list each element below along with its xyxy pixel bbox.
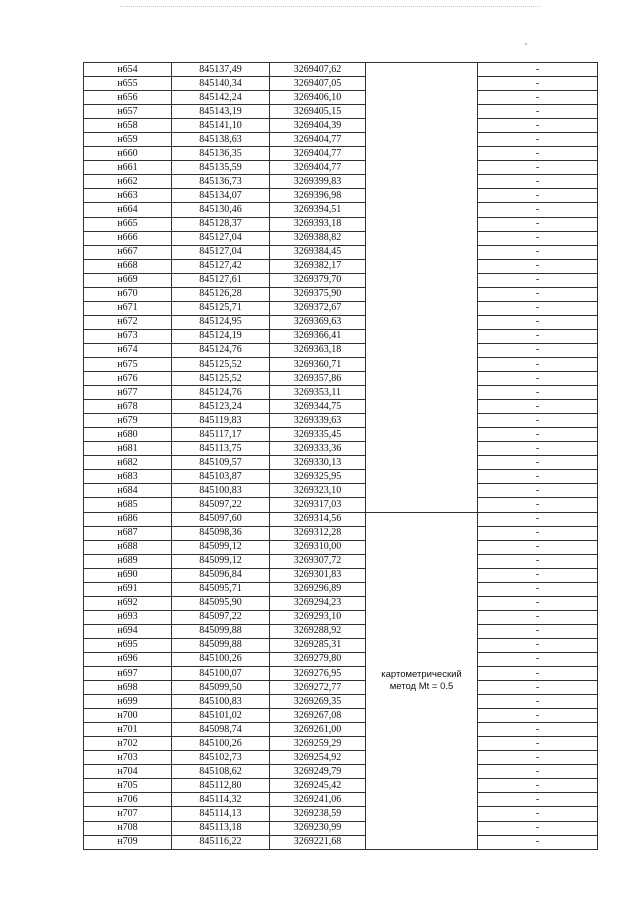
y-coordinate-cell: 3269310,00: [270, 540, 366, 554]
y-coordinate-cell: 3269241,06: [270, 793, 366, 807]
y-coordinate-cell: 3269357,86: [270, 372, 366, 386]
point-number-cell: н685: [84, 498, 172, 512]
deviation-cell: -: [478, 386, 598, 400]
y-coordinate-cell: 3269301,83: [270, 568, 366, 582]
point-number-cell: н680: [84, 428, 172, 442]
table-row: [84, 400, 598, 414]
x-coordinate-cell: 845102,73: [172, 751, 270, 765]
deviation-cell: -: [478, 315, 598, 329]
deviation-cell: -: [478, 189, 598, 203]
y-coordinate-cell: 3269330,13: [270, 456, 366, 470]
x-coordinate-cell: 845100,07: [172, 667, 270, 681]
table-row: [84, 203, 598, 217]
table-row: [84, 245, 598, 259]
table-row: [84, 329, 598, 343]
x-coordinate-cell: 845123,24: [172, 400, 270, 414]
coordinates-table: [83, 62, 598, 850]
point-number-cell: н666: [84, 231, 172, 245]
y-coordinate-cell: 3269404,39: [270, 119, 366, 133]
deviation-cell: -: [478, 582, 598, 596]
table-row: [84, 821, 598, 835]
point-number-cell: н683: [84, 470, 172, 484]
y-coordinate-cell: 3269325,95: [270, 470, 366, 484]
y-coordinate-cell: 3269317,03: [270, 498, 366, 512]
x-coordinate-cell: 845119,83: [172, 414, 270, 428]
y-coordinate-cell: 3269293,10: [270, 610, 366, 624]
point-number-cell: н656: [84, 91, 172, 105]
x-coordinate-cell: 845109,57: [172, 456, 270, 470]
point-number-cell: н698: [84, 681, 172, 695]
method-text: картометрический метод Mt = 0.5: [381, 668, 462, 692]
table-row: [84, 638, 598, 652]
y-coordinate-cell: 3269404,77: [270, 133, 366, 147]
deviation-cell: -: [478, 709, 598, 723]
point-number-cell: н708: [84, 821, 172, 835]
x-coordinate-cell: 845124,76: [172, 343, 270, 357]
point-number-cell: н689: [84, 554, 172, 568]
y-coordinate-cell: 3269249,79: [270, 765, 366, 779]
deviation-cell: -: [478, 428, 598, 442]
x-coordinate-cell: 845143,19: [172, 105, 270, 119]
x-coordinate-cell: 845113,18: [172, 821, 270, 835]
point-number-cell: н690: [84, 568, 172, 582]
deviation-cell: -: [478, 835, 598, 849]
x-coordinate-cell: 845096,84: [172, 568, 270, 582]
x-coordinate-cell: 845130,46: [172, 203, 270, 217]
deviation-cell: -: [478, 105, 598, 119]
deviation-cell: -: [478, 231, 598, 245]
point-number-cell: н694: [84, 624, 172, 638]
table-row: [84, 470, 598, 484]
y-coordinate-cell: 3269285,31: [270, 638, 366, 652]
x-coordinate-cell: 845100,26: [172, 652, 270, 666]
y-coordinate-cell: 3269259,29: [270, 737, 366, 751]
point-number-cell: н654: [84, 63, 172, 77]
y-coordinate-cell: 3269333,36: [270, 442, 366, 456]
deviation-cell: -: [478, 217, 598, 231]
x-coordinate-cell: 845097,22: [172, 610, 270, 624]
table-row: [84, 568, 598, 582]
y-coordinate-cell: 3269404,77: [270, 147, 366, 161]
table-row: [84, 751, 598, 765]
deviation-cell: -: [478, 442, 598, 456]
table-row: [84, 526, 598, 540]
point-number-cell: н676: [84, 372, 172, 386]
x-coordinate-cell: 845095,71: [172, 582, 270, 596]
point-number-cell: н677: [84, 386, 172, 400]
table-row: [84, 765, 598, 779]
point-number-cell: н684: [84, 484, 172, 498]
x-coordinate-cell: 845140,34: [172, 77, 270, 91]
x-coordinate-cell: 845101,02: [172, 709, 270, 723]
deviation-cell: -: [478, 259, 598, 273]
x-coordinate-cell: 845138,63: [172, 133, 270, 147]
point-number-cell: н692: [84, 596, 172, 610]
x-coordinate-cell: 845100,83: [172, 695, 270, 709]
y-coordinate-cell: 3269238,59: [270, 807, 366, 821]
x-coordinate-cell: 845100,83: [172, 484, 270, 498]
table-row: [84, 723, 598, 737]
table-row: [84, 273, 598, 287]
coordinates-table-body: [84, 63, 598, 850]
deviation-cell: -: [478, 723, 598, 737]
x-coordinate-cell: 845099,88: [172, 638, 270, 652]
y-coordinate-cell: 3269396,98: [270, 189, 366, 203]
point-number-cell: н707: [84, 807, 172, 821]
y-coordinate-cell: 3269388,82: [270, 231, 366, 245]
x-coordinate-cell: 845127,04: [172, 231, 270, 245]
x-coordinate-cell: 845141,10: [172, 119, 270, 133]
y-coordinate-cell: 3269384,45: [270, 245, 366, 259]
x-coordinate-cell: 845124,95: [172, 315, 270, 329]
x-coordinate-cell: 845099,12: [172, 554, 270, 568]
y-coordinate-cell: 3269267,08: [270, 709, 366, 723]
point-number-cell: н702: [84, 737, 172, 751]
point-number-cell: н687: [84, 526, 172, 540]
deviation-cell: -: [478, 624, 598, 638]
point-number-cell: н706: [84, 793, 172, 807]
point-number-cell: н703: [84, 751, 172, 765]
x-coordinate-cell: 845108,62: [172, 765, 270, 779]
y-coordinate-cell: 3269363,18: [270, 343, 366, 357]
deviation-cell: -: [478, 400, 598, 414]
deviation-cell: -: [478, 175, 598, 189]
table-row: [84, 582, 598, 596]
table-row: [84, 610, 598, 624]
table-row: [84, 695, 598, 709]
table-row: [84, 287, 598, 301]
deviation-cell: -: [478, 667, 598, 681]
x-coordinate-cell: 845137,49: [172, 63, 270, 77]
scan-artifact-line: [120, 6, 540, 11]
deviation-cell: -: [478, 77, 598, 91]
point-number-cell: н693: [84, 610, 172, 624]
point-number-cell: н696: [84, 652, 172, 666]
y-coordinate-cell: 3269314,56: [270, 512, 366, 526]
x-coordinate-cell: 845136,35: [172, 147, 270, 161]
point-number-cell: н704: [84, 765, 172, 779]
y-coordinate-cell: 3269307,72: [270, 554, 366, 568]
x-coordinate-cell: 845142,24: [172, 91, 270, 105]
deviation-cell: -: [478, 554, 598, 568]
point-number-cell: н688: [84, 540, 172, 554]
table-row: [84, 357, 598, 371]
x-coordinate-cell: 845097,60: [172, 512, 270, 526]
deviation-cell: -: [478, 484, 598, 498]
x-coordinate-cell: 845095,90: [172, 596, 270, 610]
y-coordinate-cell: 3269276,95: [270, 667, 366, 681]
table-row: [84, 119, 598, 133]
deviation-cell: -: [478, 245, 598, 259]
table-row: [84, 217, 598, 231]
x-coordinate-cell: 845127,42: [172, 259, 270, 273]
table-row: [84, 709, 598, 723]
deviation-cell: -: [478, 287, 598, 301]
x-coordinate-cell: 845125,52: [172, 372, 270, 386]
x-coordinate-cell: 845100,26: [172, 737, 270, 751]
x-coordinate-cell: 845114,13: [172, 807, 270, 821]
point-number-cell: н709: [84, 835, 172, 849]
y-coordinate-cell: 3269312,28: [270, 526, 366, 540]
table-row: [84, 624, 598, 638]
y-coordinate-cell: 3269261,00: [270, 723, 366, 737]
point-number-cell: н700: [84, 709, 172, 723]
table-row: [84, 161, 598, 175]
table-row: [84, 540, 598, 554]
point-number-cell: н661: [84, 161, 172, 175]
y-coordinate-cell: 3269393,18: [270, 217, 366, 231]
deviation-cell: -: [478, 793, 598, 807]
y-coordinate-cell: 3269369,63: [270, 315, 366, 329]
table-row: [84, 372, 598, 386]
y-coordinate-cell: 3269404,77: [270, 161, 366, 175]
table-row: [84, 63, 598, 77]
deviation-cell: -: [478, 119, 598, 133]
y-coordinate-cell: 3269406,10: [270, 91, 366, 105]
point-number-cell: н665: [84, 217, 172, 231]
table-row: [84, 456, 598, 470]
x-coordinate-cell: 845128,37: [172, 217, 270, 231]
point-number-cell: н669: [84, 273, 172, 287]
point-number-cell: н655: [84, 77, 172, 91]
x-coordinate-cell: 845134,07: [172, 189, 270, 203]
table-row: [84, 512, 598, 526]
deviation-cell: -: [478, 273, 598, 287]
table-row: [84, 175, 598, 189]
table-row: [84, 414, 598, 428]
table-row: [84, 301, 598, 315]
y-coordinate-cell: 3269279,80: [270, 652, 366, 666]
y-coordinate-cell: 3269323,10: [270, 484, 366, 498]
y-coordinate-cell: 3269405,15: [270, 105, 366, 119]
table-row: [84, 91, 598, 105]
table-row: [84, 231, 598, 245]
table-row: [84, 667, 598, 681]
y-coordinate-cell: 3269294,23: [270, 596, 366, 610]
scan-artifact-dot: [525, 43, 527, 45]
x-coordinate-cell: 845127,04: [172, 245, 270, 259]
x-coordinate-cell: 845099,50: [172, 681, 270, 695]
y-coordinate-cell: 3269288,92: [270, 624, 366, 638]
y-coordinate-cell: 3269339,63: [270, 414, 366, 428]
table-row: [84, 259, 598, 273]
point-number-cell: н674: [84, 343, 172, 357]
table-row: [84, 554, 598, 568]
point-number-cell: н667: [84, 245, 172, 259]
table-row: [84, 315, 598, 329]
x-coordinate-cell: 845127,61: [172, 273, 270, 287]
x-coordinate-cell: 845136,73: [172, 175, 270, 189]
table-row: [84, 343, 598, 357]
table-row: [84, 807, 598, 821]
x-coordinate-cell: 845098,36: [172, 526, 270, 540]
deviation-cell: -: [478, 147, 598, 161]
point-number-cell: н675: [84, 357, 172, 371]
deviation-cell: -: [478, 807, 598, 821]
point-number-cell: н682: [84, 456, 172, 470]
y-coordinate-cell: 3269245,42: [270, 779, 366, 793]
deviation-cell: -: [478, 596, 598, 610]
point-number-cell: н701: [84, 723, 172, 737]
table-row: [84, 681, 598, 695]
table-row: [84, 779, 598, 793]
x-coordinate-cell: 845124,76: [172, 386, 270, 400]
deviation-cell: -: [478, 414, 598, 428]
point-number-cell: н670: [84, 287, 172, 301]
y-coordinate-cell: 3269296,89: [270, 582, 366, 596]
y-coordinate-cell: 3269272,77: [270, 681, 366, 695]
deviation-cell: -: [478, 470, 598, 484]
method-cell: [366, 512, 478, 849]
y-coordinate-cell: 3269382,17: [270, 259, 366, 273]
deviation-cell: -: [478, 568, 598, 582]
deviation-cell: -: [478, 821, 598, 835]
deviation-cell: -: [478, 638, 598, 652]
x-coordinate-cell: 845103,87: [172, 470, 270, 484]
point-number-cell: н678: [84, 400, 172, 414]
y-coordinate-cell: 3269221,68: [270, 835, 366, 849]
x-coordinate-cell: 845114,32: [172, 793, 270, 807]
point-number-cell: н681: [84, 442, 172, 456]
x-coordinate-cell: 845112,80: [172, 779, 270, 793]
table-row: [84, 428, 598, 442]
point-number-cell: н660: [84, 147, 172, 161]
deviation-cell: -: [478, 133, 598, 147]
table-row: [84, 596, 598, 610]
y-coordinate-cell: 3269360,71: [270, 357, 366, 371]
deviation-cell: -: [478, 203, 598, 217]
deviation-cell: -: [478, 751, 598, 765]
point-number-cell: н657: [84, 105, 172, 119]
y-coordinate-cell: 3269375,90: [270, 287, 366, 301]
x-coordinate-cell: 845099,88: [172, 624, 270, 638]
deviation-cell: -: [478, 779, 598, 793]
point-number-cell: н697: [84, 667, 172, 681]
x-coordinate-cell: 845126,28: [172, 287, 270, 301]
deviation-cell: -: [478, 765, 598, 779]
table-row: [84, 442, 598, 456]
deviation-cell: -: [478, 498, 598, 512]
y-coordinate-cell: 3269407,62: [270, 63, 366, 77]
table-row: [84, 147, 598, 161]
point-number-cell: н686: [84, 512, 172, 526]
table-row: [84, 737, 598, 751]
point-number-cell: н673: [84, 329, 172, 343]
y-coordinate-cell: 3269254,92: [270, 751, 366, 765]
x-coordinate-cell: 845113,75: [172, 442, 270, 456]
x-coordinate-cell: 845125,71: [172, 301, 270, 315]
point-number-cell: н679: [84, 414, 172, 428]
table-row: [84, 105, 598, 119]
table-row: [84, 386, 598, 400]
method-cell: [366, 63, 478, 513]
deviation-cell: -: [478, 652, 598, 666]
point-number-cell: н671: [84, 301, 172, 315]
deviation-cell: -: [478, 610, 598, 624]
deviation-cell: -: [478, 540, 598, 554]
deviation-cell: -: [478, 161, 598, 175]
deviation-cell: -: [478, 63, 598, 77]
y-coordinate-cell: 3269379,70: [270, 273, 366, 287]
deviation-cell: -: [478, 343, 598, 357]
table-row: [84, 189, 598, 203]
point-number-cell: н659: [84, 133, 172, 147]
point-number-cell: н699: [84, 695, 172, 709]
deviation-cell: -: [478, 301, 598, 315]
x-coordinate-cell: 845098,74: [172, 723, 270, 737]
point-number-cell: н672: [84, 315, 172, 329]
deviation-cell: -: [478, 737, 598, 751]
point-number-cell: н663: [84, 189, 172, 203]
y-coordinate-cell: 3269344,75: [270, 400, 366, 414]
deviation-cell: -: [478, 329, 598, 343]
deviation-cell: -: [478, 456, 598, 470]
y-coordinate-cell: 3269335,45: [270, 428, 366, 442]
table-row: [84, 652, 598, 666]
table-row: [84, 77, 598, 91]
table-row: [84, 835, 598, 849]
point-number-cell: н705: [84, 779, 172, 793]
y-coordinate-cell: 3269353,11: [270, 386, 366, 400]
x-coordinate-cell: 845117,17: [172, 428, 270, 442]
point-number-cell: н668: [84, 259, 172, 273]
x-coordinate-cell: 845135,59: [172, 161, 270, 175]
x-coordinate-cell: 845099,12: [172, 540, 270, 554]
deviation-cell: -: [478, 695, 598, 709]
table-row: [84, 484, 598, 498]
table-row: [84, 133, 598, 147]
y-coordinate-cell: 3269407,05: [270, 77, 366, 91]
deviation-cell: -: [478, 681, 598, 695]
deviation-cell: -: [478, 372, 598, 386]
x-coordinate-cell: 845097,22: [172, 498, 270, 512]
y-coordinate-cell: 3269366,41: [270, 329, 366, 343]
y-coordinate-cell: 3269394,51: [270, 203, 366, 217]
point-number-cell: н695: [84, 638, 172, 652]
deviation-cell: -: [478, 357, 598, 371]
y-coordinate-cell: 3269230,99: [270, 821, 366, 835]
y-coordinate-cell: 3269372,67: [270, 301, 366, 315]
deviation-cell: -: [478, 91, 598, 105]
y-coordinate-cell: 3269269,35: [270, 695, 366, 709]
table-row: [84, 498, 598, 512]
table-row: [84, 793, 598, 807]
deviation-cell: -: [478, 526, 598, 540]
point-number-cell: н662: [84, 175, 172, 189]
point-number-cell: н664: [84, 203, 172, 217]
x-coordinate-cell: 845116,22: [172, 835, 270, 849]
x-coordinate-cell: 845124,19: [172, 329, 270, 343]
y-coordinate-cell: 3269399,83: [270, 175, 366, 189]
x-coordinate-cell: 845125,52: [172, 357, 270, 371]
point-number-cell: н658: [84, 119, 172, 133]
deviation-cell: -: [478, 512, 598, 526]
point-number-cell: н691: [84, 582, 172, 596]
